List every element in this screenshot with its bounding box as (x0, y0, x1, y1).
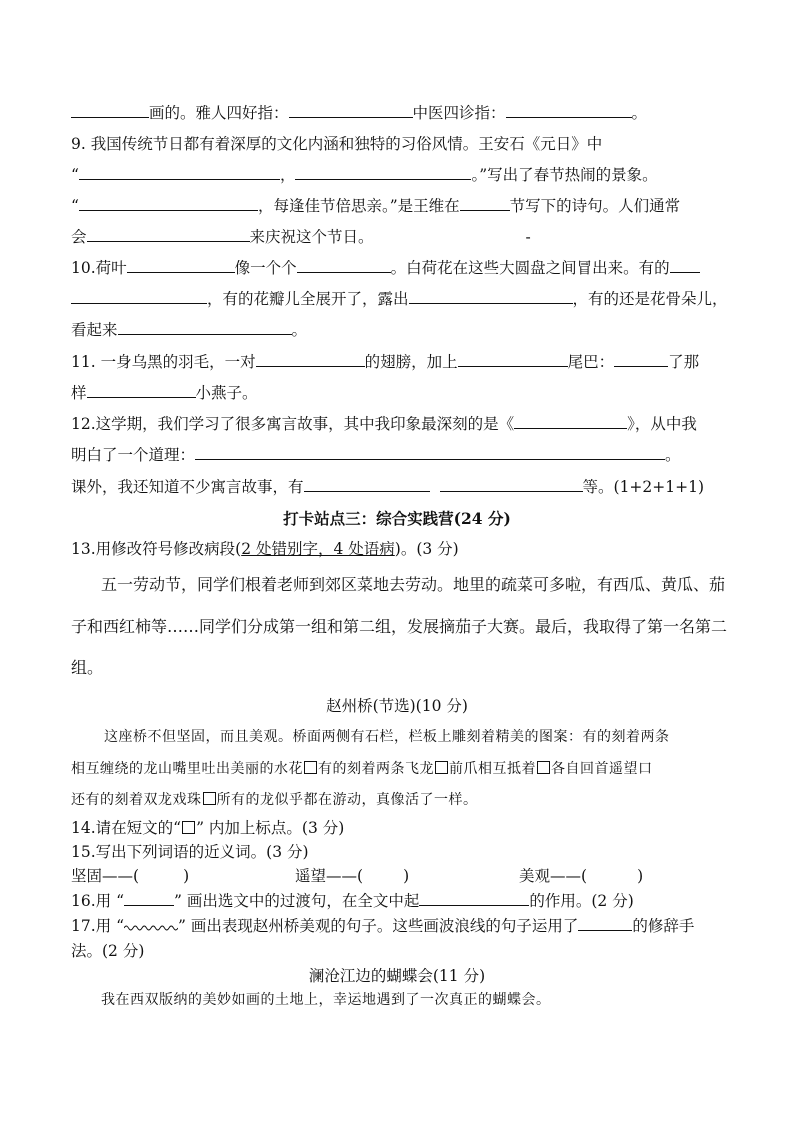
question-12-line3: 课外，我还知道不少寓言故事，有 等。(1+2+1+1) (71, 478, 705, 496)
passage-line1: 这座桥不但坚固，而且美观。桥面两侧有石栏，栏板上雕刻着精美的图案：有的刻着两条 (104, 729, 670, 745)
passage-line3: 还有的刻着双龙戏珠 所有的龙似乎都在游动，真像活了一样。 (71, 792, 478, 808)
blank[interactable] (295, 165, 471, 180)
blank[interactable] (71, 103, 149, 118)
blank[interactable] (297, 258, 391, 273)
question-14: 14.请在短文的“ ” 内加上标点。(3 分) (71, 819, 345, 837)
stray-mark: - (525, 228, 531, 246)
punctuation-box[interactable] (537, 761, 550, 774)
question-11-line2: 样 小燕子。 (71, 384, 258, 402)
question-16: 16.用 “ ” 画出选文中的过渡句，在全文中起 的作用。(2 分) (71, 892, 634, 910)
question-9-line3: “ ，每逢佳节倍思亲。”是王维在 节写下的诗句。人们通常 (71, 197, 681, 215)
question-10-line3: 看起来 。 (71, 321, 308, 339)
question-11-line1: 11. 一身乌黑的羽毛，一对 的翅膀，加上 尾巴： 了那 (71, 353, 700, 371)
blank[interactable] (514, 414, 627, 429)
blank[interactable] (304, 477, 430, 492)
passage-line1: 我在西双版纳的美妙如画的土地上，幸运地遇到了一次真正的蝴蝶会。 (101, 992, 551, 1008)
question-17-line2: 法。(2 分) (71, 942, 145, 960)
blank[interactable] (79, 196, 258, 211)
wavy-line-sample (124, 923, 178, 931)
question-13-para-line2: 子和西红柿等……同学们分成第一组和第二组，发展摘茄子大赛。最后，我取得了第一名第二 (71, 617, 728, 636)
blank[interactable] (71, 289, 207, 304)
blank[interactable] (127, 258, 235, 273)
blank[interactable] (458, 352, 568, 367)
punctuation-box[interactable] (203, 792, 216, 805)
question-15-word3: 美观——( ) (519, 867, 644, 885)
blank[interactable] (87, 383, 196, 398)
question-12-line1: 12.这学期，我们学习了很多寓言故事，其中我印象最深刻的是《 》，从中我 (71, 415, 697, 433)
blank[interactable] (195, 445, 665, 460)
question-13-prompt: 13.用修改符号修改病段(2 处错别字，4 处语病)。(3 分) (71, 540, 459, 558)
blank[interactable] (419, 891, 529, 906)
blank[interactable] (289, 103, 413, 118)
blank[interactable] (614, 352, 668, 367)
passage-title: 澜沧江边的蝴蝶会(11 分) (308, 967, 486, 985)
line-continued: 画的。雅人四好指： 中医四诊指： 。 (71, 103, 647, 123)
question-15-prompt: 15.写出下列词语的近义词。(3 分) (71, 843, 309, 861)
question-12-line2: 明白了一个道理： 。 (71, 446, 681, 464)
question-15-word2: 遥望——( ) (295, 867, 410, 885)
blank[interactable] (409, 289, 573, 304)
question-13-para-line3: 组。 (71, 658, 104, 677)
question-9-line2: “ ， 。”写出了春节热闹的景象。 (71, 166, 658, 184)
passage-line2: 相互缠绕的龙山嘴里吐出美丽的水花 有的刻着两条飞龙 前爪相互抵着 各自回首遥望口 (71, 761, 653, 777)
question-10-line1: 10.荷叶 像一个个 。白荷花在这些大圆盘之间冒出来。有的 (71, 258, 700, 278)
punctuation-box[interactable] (304, 761, 317, 774)
passage-title: 赵州桥(节选)(10 分) (326, 697, 468, 715)
question-9-line1: 9. 我国传统节日都有着深厚的文化内涵和独特的习俗风情。王安石《元日》中 (71, 135, 603, 153)
section-title: 打卡站点三：综合实践营(24 分) (283, 509, 511, 528)
blank[interactable] (79, 165, 280, 180)
question-15-words: 坚固——( ) (71, 867, 190, 885)
question-10-line2: ，有的花瓣儿全展开了，露出 ，有的还是花骨朵儿， (71, 289, 728, 309)
punctuation-box[interactable] (435, 761, 448, 774)
blank[interactable] (440, 477, 583, 492)
question-13-para-line1: 五一劳动节，同学们根着老师到郊区菜地去劳动。地里的疏菜可多啦，有西瓜、黄瓜、茄 (101, 575, 726, 594)
blank[interactable] (670, 258, 700, 273)
blank[interactable] (460, 196, 510, 211)
straight-line-sample (124, 891, 174, 906)
box-icon (182, 821, 195, 834)
blank[interactable] (256, 352, 365, 367)
blank[interactable] (87, 227, 250, 242)
blank[interactable] (118, 320, 292, 335)
question-9-line4: 会 来庆祝这个节日。 - (71, 228, 531, 246)
blank[interactable] (506, 103, 632, 118)
blank[interactable] (578, 916, 632, 931)
question-17-line1: 17.用 “ ” 画出表现赵州桥美观的句子。这些画波浪线的句子运用了 的修辞手 (71, 917, 695, 935)
